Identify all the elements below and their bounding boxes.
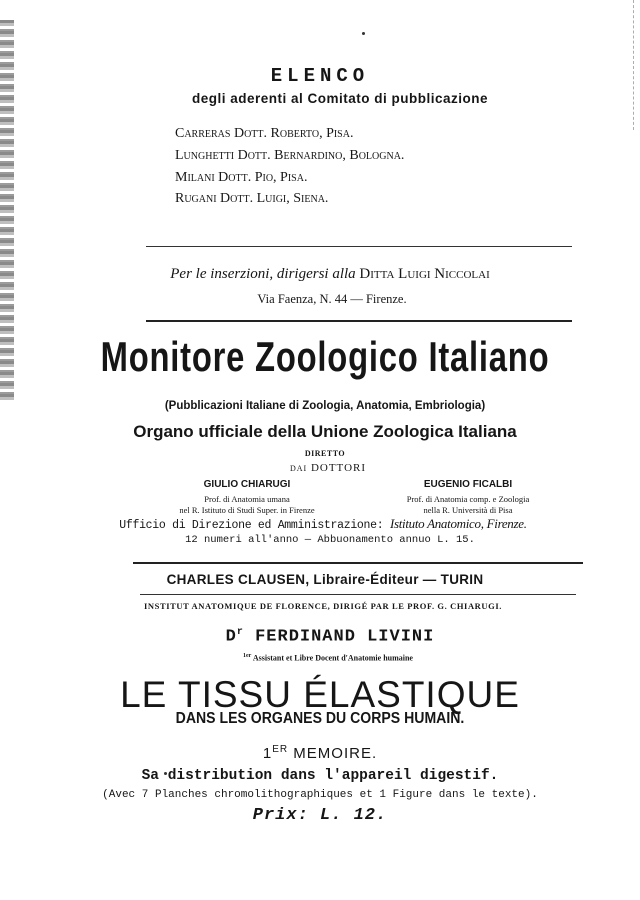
advertising-address: Via Faenza, N. 44 — Firenze. [257, 292, 407, 306]
book-title: LE TISSU ÉLASTIQUE [120, 674, 520, 715]
author-role [8, 653, 640, 663]
journal-doctors-label: dai DOTTORI [289, 462, 367, 474]
memoire-number: 1 [262, 745, 273, 762]
journal-office [3, 516, 640, 532]
director-institution: nel R. Istituto di Studi Super. in Firenze [179, 505, 315, 515]
author-role-text: Assistant et Libre Docent d'Anatomie humaine [252, 653, 413, 663]
journal-title: Monitore Zoologico Italiano [100, 333, 550, 380]
director-role: Prof. di Anatomia umana [204, 494, 290, 504]
advertising-text: Per le inserzioni, dirigersi alla [170, 266, 356, 282]
memoire-heading [0, 744, 640, 762]
office-label: Ufficio di Direzione ed Amministrazione: [119, 519, 384, 532]
divider-thin [146, 246, 572, 247]
author-role-sup: 1er [243, 653, 252, 659]
director-role: Prof. di Anatomia comp. e Zoologia [406, 494, 530, 504]
author-name: FERDINAND LIVINI [255, 627, 435, 647]
book-subtitle: DANS LES ORGANES DU CORPS HUMAIN. [175, 710, 465, 727]
book-author [10, 627, 640, 647]
elenco-subtitle: degli aderenti al Comitato di pubblicazione [191, 91, 489, 106]
member-entry: Rugani Dott. Luigi, Siena. [175, 191, 329, 206]
author-prefix-sup: r [236, 627, 244, 638]
journal-directed-label: DIRETTO [304, 449, 346, 458]
memoire-sup: ER [272, 744, 289, 755]
director-description [127, 494, 367, 516]
divider-thin [140, 594, 576, 595]
book-distribution: Sa distribution dans l'appareil digestif. [141, 768, 499, 784]
director-institution: nella R. Università di Pisa [423, 505, 513, 515]
publisher-line: CHARLES CLAUSEN, Libraire-Éditeur — TURIN [166, 572, 484, 587]
book-plates: (Avec 7 Planches chromolithographiques et 1 Figure dans le texte). [102, 789, 538, 801]
ink-speck [362, 32, 365, 35]
memoire-word: MEMOIRE. [293, 745, 378, 762]
journal-subscription: 12 numeri all'anno — Abbuonamento annuo L. 15. [185, 534, 475, 546]
director-description [348, 494, 588, 516]
advertising-contact [10, 266, 640, 283]
journal-organ: Organo ufficiale della Unione Zoologica Italiana [133, 422, 517, 441]
member-entry: Lunghetti Dott. Bernardino, Bologna. [175, 148, 405, 163]
member-entry: Milani Dott. Pio, Pisa. [175, 170, 308, 185]
divider-thick [146, 320, 572, 322]
member-entry: Carreras Dott. Roberto, Pisa. [175, 126, 354, 141]
elenco-heading: ELENCO [270, 65, 370, 87]
advertising-firm: Ditta Luigi Niccolai [359, 266, 490, 282]
journal-subtitle: (Pubblicazioni Italiane di Zoologia, Anatomia, Embriologia) [164, 400, 486, 412]
institute-line: INSTITUT ANATOMIQUE DE FLORENCE, DIRIGÉ PAR LE PROF. G. CHIARUGI. [143, 601, 503, 611]
director-name: EUGENIO FICALBI [423, 479, 513, 490]
book-price: Prix: L. 12. [252, 806, 388, 825]
director-name: GIULIO CHIARUGI [203, 479, 291, 490]
office-place: Istituto Anatomico, Firenze. [389, 516, 527, 531]
author-prefix: D [225, 627, 237, 647]
divider-thick [133, 562, 583, 564]
